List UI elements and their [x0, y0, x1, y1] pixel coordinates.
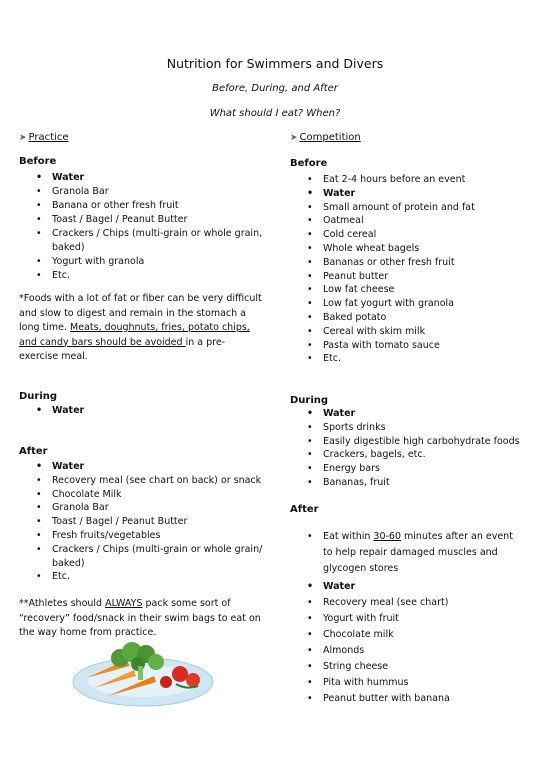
- list-item: • Pita with hummus: [290, 675, 520, 691]
- competition-heading-text: Competition: [299, 132, 361, 143]
- practice-recovery-note: [19, 597, 264, 641]
- list-item-continuation: baked): [52, 242, 85, 253]
- list-item: • Oatmeal: [290, 214, 545, 228]
- list-item: • Easily digestible high carbohydrate foods: [290, 435, 545, 449]
- competition-during-list: [290, 407, 545, 490]
- note-text: **Athletes should: [19, 598, 106, 609]
- list-item: • Granola Bar: [19, 185, 269, 199]
- list-item: • Toast / Bagel / Peanut Butter: [19, 515, 269, 529]
- practice-after-label: After: [19, 446, 48, 457]
- list-item: • Pasta with tomato sauce: [290, 339, 545, 353]
- list-item: • Bananas or other fresh fruit: [290, 256, 545, 270]
- list-item: • Toast / Bagel / Peanut Butter: [19, 213, 269, 227]
- note-text-end: in a pre-exercise meal.: [19, 336, 226, 362]
- list-item: • Sports drinks: [290, 421, 545, 435]
- competition-before-list: [290, 173, 545, 366]
- list-item: • Cereal with skim milk: [290, 325, 545, 339]
- list-item: • String cheese: [290, 659, 520, 675]
- list-item: • Whole wheat bagels: [290, 242, 545, 256]
- page-title: Nutrition for Swimmers and Divers: [166, 56, 384, 71]
- list-item: • Low fat cheese: [290, 283, 545, 297]
- list-item: • Chocolate Milk: [19, 488, 269, 502]
- list-item: • Banana or other fresh fruit: [19, 199, 269, 213]
- arrow-icon: ➤: [19, 133, 27, 143]
- list-item-timing: [290, 529, 520, 577]
- list-item: • Etc.: [19, 269, 269, 283]
- practice-heading-text: Practice: [28, 132, 69, 143]
- competition-heading: [290, 132, 361, 143]
- list-item: • Almonds: [290, 643, 520, 659]
- list-item: • Granola Bar: [19, 501, 269, 515]
- competition-during-label: During: [290, 395, 329, 406]
- list-item-continuation: baked): [52, 557, 85, 569]
- timing-text-end: minutes after an event to help repair damaged muscles and glycogen stores: [323, 531, 513, 574]
- list-item: • Water: [290, 579, 520, 595]
- list-item: • Crackers / Chips (multi-grain or whole grain,: [19, 227, 269, 241]
- practice-after-list: [19, 460, 269, 584]
- list-item: • Yogurt with granola: [19, 255, 269, 269]
- list-item: • Eat 2-4 hours before an event: [290, 173, 545, 187]
- competition-after-label: After: [290, 504, 319, 515]
- list-item: • Recovery meal (see chart on back) or snack: [19, 474, 269, 488]
- practice-during-list: [19, 404, 269, 418]
- list-item: • Peanut butter with banana: [290, 691, 520, 707]
- note-underlined-text: ALWAYS: [105, 598, 143, 609]
- practice-heading: [19, 132, 69, 143]
- list-item: • Energy bars: [290, 462, 545, 476]
- timing-text: Eat within: [323, 531, 374, 542]
- list-item: • Fresh fruits/vegetables: [19, 529, 269, 543]
- list-item: • Water: [19, 171, 269, 185]
- list-item: • Bananas, fruit: [290, 476, 545, 490]
- list-item: • Water: [19, 404, 269, 418]
- list-item: • Crackers / Chips (multi-grain or whole grain/: [19, 543, 269, 557]
- list-item: • Peanut butter: [290, 270, 545, 284]
- list-item: • Etc.: [290, 352, 545, 366]
- practice-during-label: During: [19, 391, 58, 402]
- page-subtitle: Before, During, and After: [212, 83, 338, 94]
- list-item: • Baked potato: [290, 311, 545, 325]
- timing-window: 30-60: [373, 531, 402, 542]
- list-item: • Small amount of protein and fat: [290, 201, 545, 215]
- list-item: • Low fat yogurt with granola: [290, 297, 545, 311]
- practice-fat-note: [19, 292, 264, 365]
- list-item: • Cold cereal: [290, 228, 545, 242]
- practice-before-list: [19, 171, 269, 283]
- list-item: • Etc.: [19, 570, 269, 584]
- list-item: • Crackers, bagels, etc.: [290, 448, 545, 462]
- page-question: What should I eat? When?: [209, 108, 341, 119]
- note-text-end: pack some sort of “recovery” food/snack in their swim bags to eat on the way home from practice.: [19, 598, 261, 638]
- food-plate-illustration: [68, 640, 218, 710]
- practice-before-label: Before: [19, 156, 57, 167]
- arrow-icon: ➤: [290, 133, 298, 143]
- list-item: • Water: [19, 460, 269, 474]
- note-underlined-text: Meats, doughnuts, fries, potato chips, and candy bars should be avoided: [19, 322, 250, 348]
- list-item: • Yogurt with fruit: [290, 611, 520, 627]
- list-item: • Recovery meal (see chart): [290, 595, 520, 611]
- competition-before-label: Before: [290, 158, 328, 169]
- competition-after-list: [290, 529, 520, 707]
- list-item: • Water: [290, 407, 545, 421]
- list-item: • Chocolate milk: [290, 627, 520, 643]
- note-text: *Foods with a lot of fat or fiber can be very difficult and slow to digest and remain in the stomach a long time.: [19, 293, 262, 333]
- list-item: • Water: [290, 187, 545, 201]
